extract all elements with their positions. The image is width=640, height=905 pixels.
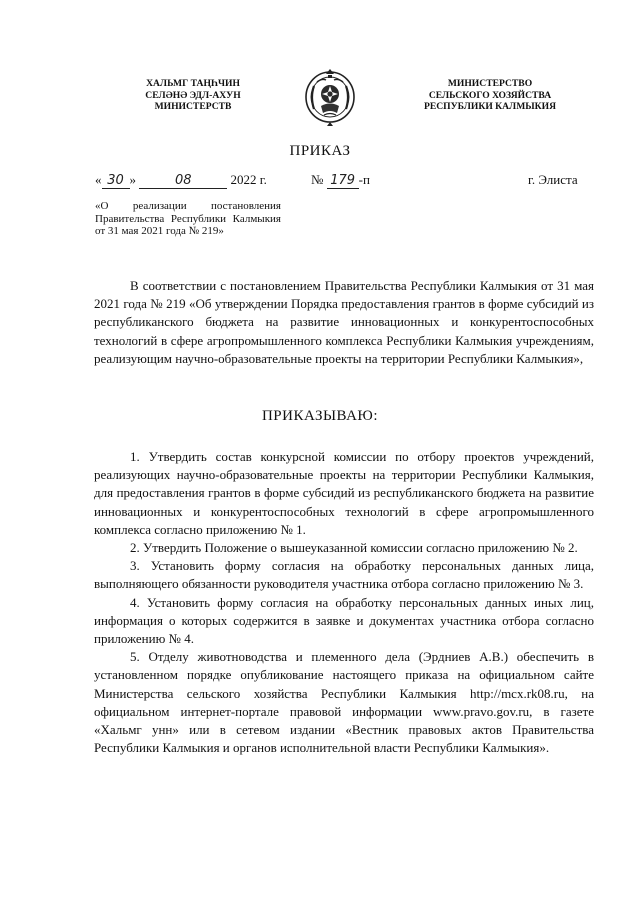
order-item: 1. Утвердить состав конкурсной комиссии по отбору проектов учреждений, реализующих научно-образовательные проекты на территории Республики Калмыкия, для предоставления грантов в форме субсидий из республиканского бюджета на развитие инновационных и конкурентоспособных технологий в сфере агропромышленного комплекса согласно приложению № 1. <box>94 449 594 537</box>
date-day-handwritten: 30 <box>102 174 130 189</box>
order-items <box>94 448 594 757</box>
number-handwritten: 179 <box>327 174 359 189</box>
header-right-line: РЕСПУБЛИКИ КАЛМЫКИЯ <box>423 101 557 112</box>
number-prefix: № <box>311 172 324 187</box>
ministry-name-kalmyk <box>128 78 258 113</box>
order-heading: ПРИКАЗЫВАЮ: <box>261 408 379 424</box>
header-right-line: СЕЛЬСКОГО ХОЗЯЙСТВА <box>428 89 552 101</box>
date-quote-close: » <box>129 172 136 187</box>
date-quote-open: « <box>95 172 102 187</box>
header-left-line: ХАЛЬМГ ТАҢҺЧИН <box>146 78 240 89</box>
date-year: 2022 г. <box>230 172 267 187</box>
preamble <box>94 277 594 368</box>
order-item: 5. Отделу животноводства и племенного дела (Эрдниев А.В.) обеспечить в установленном порядке опубликование настоящего приказа на официальном сайте Министерства сельского хозяйства Республики Калмыкия http://mcx.rk08.ru, на официальном интернет-портале правовой информации www.pravo.gov.ru, в газете «Хальмг унн» или в сетевом издании «Вестник правовых актов Правительства Республики Калмыкия и органов исполнительной власти Республики Калмыкия». <box>94 649 594 756</box>
order-city: г. Элиста <box>528 172 578 187</box>
number-suffix: -п <box>358 172 370 187</box>
order-number <box>311 172 370 189</box>
order-subject: «О реализации постановления Правительства Республики Калмыкия от 31 мая 2021 года № 219» <box>95 200 281 238</box>
order-item: 2. Утвердить Положение о вышеуказанной комиссии согласно приложению № 2. <box>130 540 578 556</box>
header-left-line: СЕЛӘНӘ ЭДЛ-АХУН <box>145 89 241 101</box>
order-item: 3. Установить форму согласия на обработку персональных данных лица, выполняющего обязанности руководителя участника отбора согласно приложению № 3. <box>94 558 594 592</box>
preamble-text: В соответствии с постановлением Правительства Республики Калмыкия от 31 мая 2021 года № 219 «Об утверждении Порядка предоставления грантов в форме субсидий из республиканского бюджета на развитие инновационных и конкурентоспособных технологий в сфере агропромышленного комплекса Республики Калмыкия учреждениям, реализующим научно-образовательные проекты на территории Республики Калмыкия», <box>94 278 594 366</box>
order-date <box>95 172 267 189</box>
date-month-handwritten: 08 <box>139 174 227 189</box>
ministry-name-russian <box>410 78 570 113</box>
order-item: 4. Установить форму согласия на обработку персональных данных иных лиц, информация о которых содержится в заявке и документах участника отбора согласно приложению № 4. <box>94 594 594 647</box>
document-title: ПРИКАЗ <box>289 143 351 159</box>
header-right-line: МИНИСТЕРСТВО <box>447 78 533 89</box>
coat-of-arms-icon <box>300 64 360 128</box>
header-left-line: МИНИСТЕРСТВ <box>154 101 232 112</box>
